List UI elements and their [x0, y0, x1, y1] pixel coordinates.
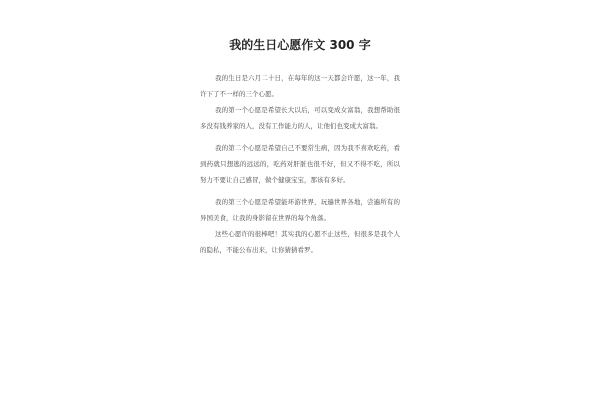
- paragraph-5: 这些心愿许的很棒吧！其实我的心愿不止这些，但很多是我个人的隐私，不能公布出来，让你猜猜看罗。: [200, 230, 400, 254]
- paragraph-2: 我的第一个心愿是希望长大以后，可以变成女富翁，我想帮助很多没有钱养家的人，没有工作能力的人，让他们也变成大富翁。: [200, 106, 400, 130]
- page-title: 我的生日心愿作文 300 字: [229, 38, 371, 52]
- paragraph-4: 我的第三个心愿是希望能环游世界，玩遍世界各地，尝遍所有的异国美食，让我的身影留在世界的每个角落。: [200, 198, 400, 222]
- paragraph-3: 我的第二个心愿是希望自己不要常生病，因为我不喜欢吃药，看到药就只想逃的远远的，吃药对肝脏也很不好，但又不得不吃，所以努力不要让自己感冒，做个健康宝宝，那该有多好。: [200, 144, 400, 184]
- paragraph-1: 我的生日是六月二十日，在每年的这一天都会许愿，这一年，我许下了不一样的三个心愿。: [200, 74, 400, 98]
- essay-body: [200, 70, 400, 258]
